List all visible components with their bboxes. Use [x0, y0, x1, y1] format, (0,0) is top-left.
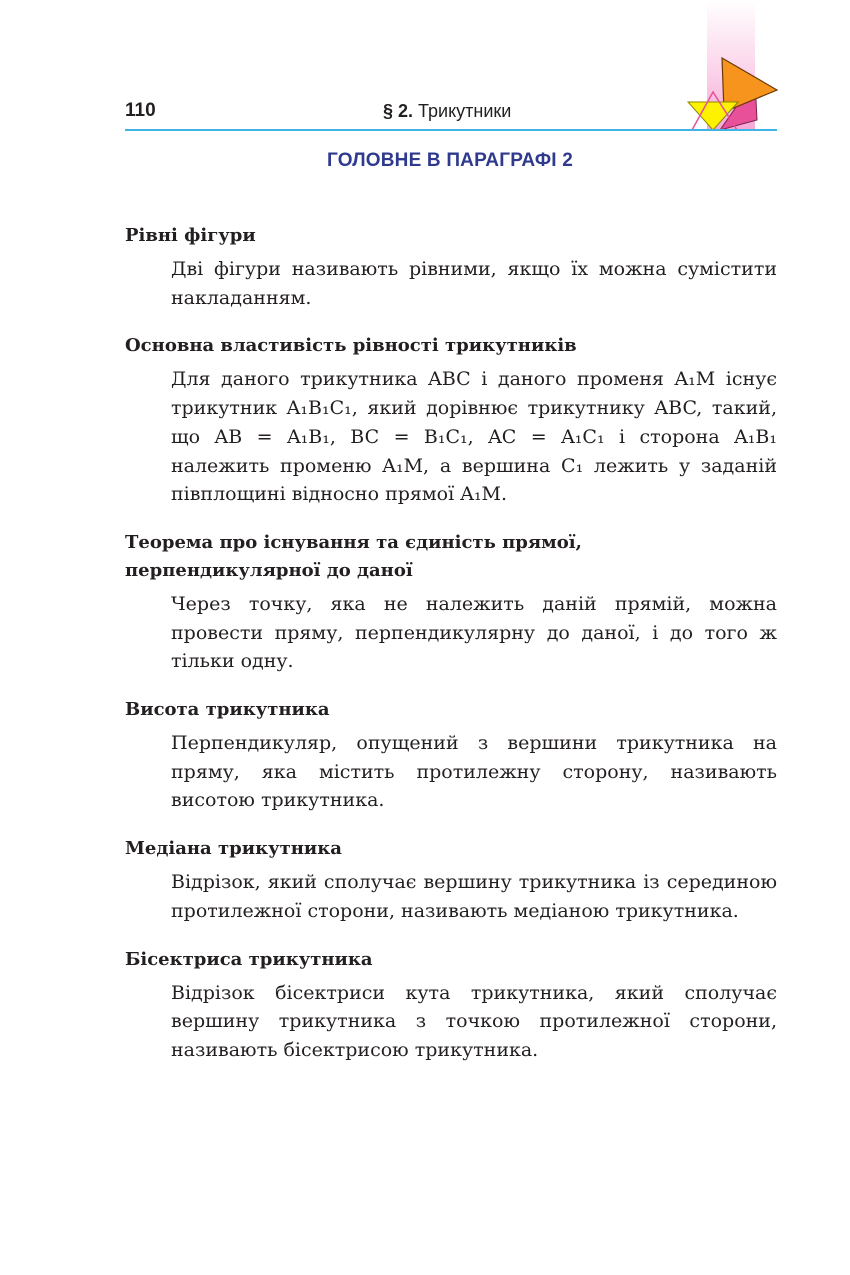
summary-content — [125, 222, 777, 1085]
definition-block — [125, 529, 777, 676]
definition-block — [125, 835, 777, 925]
definition-block — [125, 946, 777, 1065]
definition-heading: Рівні фігури — [125, 225, 256, 246]
section-title: ГОЛОВНЕ В ПАРАГРАФІ 2 — [327, 150, 573, 171]
definition-heading: Теорема про існування та єдиність прямої, перпендикулярної до даної — [125, 531, 582, 581]
definition-text: Дві фігури називають рівними, якщо їх можна сумістити накладанням. — [171, 258, 777, 309]
definition-text: Для даного трикутника ABC і даного променя A₁M існує трикутник A₁B₁C₁, який дорівнює трикутнику ABC, такий, що AB = A₁B₁, BC = B₁C₁, AC = A₁C₁ і сторона A₁B₁ належить променю A₁M, а вершина C₁ лежить у заданій півплощині відносно прямої A₁M. — [171, 368, 777, 506]
definition-text: Відрізок бісектриси кута трикутника, який сполучає вершину трикутника з точкою протилежної сторони, називають бісектрисою трикутника. — [171, 981, 777, 1061]
definition-block — [125, 332, 777, 509]
running-head — [383, 101, 511, 122]
definition-text: Перпендикуляр, опущений з вершини трикутника на пряму, яка містить протилежну сторону, називають висотою трикутника. — [171, 732, 777, 812]
definition-heading: Основна властивість рівності трикутників — [125, 335, 577, 357]
definition-text: Через точку, яка не належить даній прямій, можна провести пряму, перпендикулярну до даної, і до того ж тільки одну. — [171, 592, 777, 673]
definition-heading: Бісектриса трикутника — [125, 948, 373, 970]
definition-block — [125, 696, 777, 815]
section-name: Трикутники — [418, 101, 512, 121]
page-number: 110 — [125, 100, 156, 121]
definition-block — [125, 222, 777, 312]
section-number: § 2. — [383, 101, 414, 121]
header-rule — [125, 129, 777, 131]
definition-heading: Висота трикутника — [125, 699, 330, 721]
definition-heading: Медіана трикутника — [125, 838, 342, 860]
definition-text: Відрізок, який сполучає вершину трикутника із серединою протилежної сторони, називають медіаною трикутника. — [171, 871, 777, 922]
